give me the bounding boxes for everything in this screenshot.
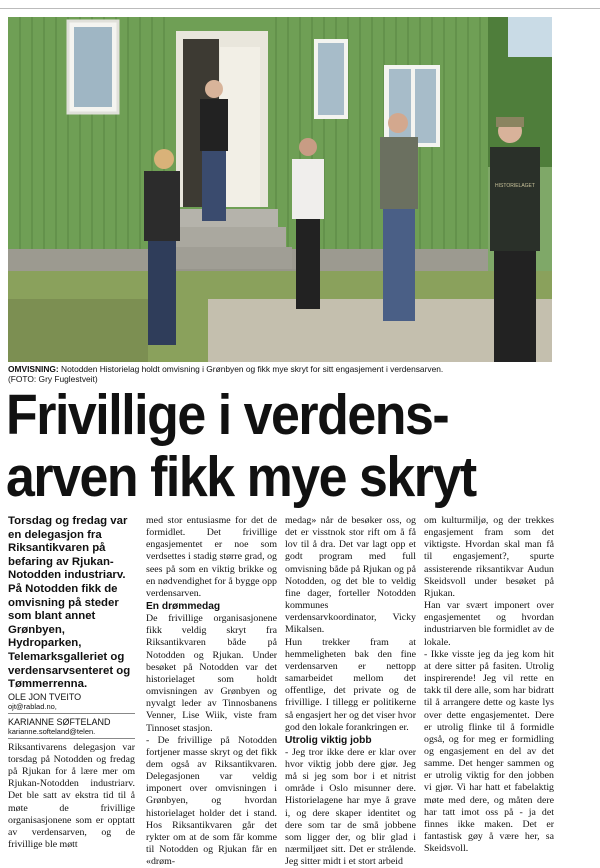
headline	[6, 384, 516, 508]
headline-line-2: arven fikk mye skryt	[6, 445, 476, 509]
body-paragraph: De frivillige organisasjonene fikk veldig skryt fra Riksantikvaren både på Notodden og Rjukan. Under besøket på Notodden var det historielaget som holdt omvisningen av Grønbyen og nyvalgt leder av Tinnosbanens Venner, Lise Wiik, viste fram Tinnoset stasjon.	[146, 613, 277, 734]
subheading-important-job: Utrolig viktig jobb	[285, 734, 372, 746]
author-1-name: OLE JON TVEITO	[8, 691, 82, 702]
body-paragraph: med stor entusiasme for det de formidlet. Det frivillige engasjementet er noe som verdsettes i stadig større grad, og sees på som en viktig brikke og en nødvendighet for å bygge opp verdensarven.	[146, 515, 277, 599]
author-2-name: KARIANNE SØFTELAND	[8, 716, 111, 727]
caption-label: OMVISNING:	[8, 364, 59, 374]
photo-illustration	[8, 17, 552, 362]
column-3	[285, 515, 416, 868]
body-paragraph: medag» når de besøker oss, og det er visstnok stor rift om å få lov til å dra. Det var lagt opp et godt program med full omvisning både på Rjukan og på Notodden, og det ble to veldig fine dager, forteller Notodden kommunes verdensarvkoordinator, Vicky Mikalsen.	[285, 515, 416, 636]
cap-text: HISTORIELAGET	[495, 183, 535, 189]
lead-paragraph: Torsdag og fredag var en delegasjon fra Riksantikvaren på befaring av Rjukan-Notodden industriarv. På Notodden fikk de omvisning på steder som blant annet Grønbyen, Hydroparken, Telemarksgalleriet og verdensarvsenteret og Tømmerrenna.	[8, 515, 131, 691]
news-photo	[8, 17, 552, 362]
caption-credit: (FOTO: Gry Fuglestveit)	[8, 374, 98, 385]
column-4	[424, 515, 554, 855]
top-rule	[0, 8, 600, 9]
byline-divider	[8, 713, 135, 714]
author-1-email[interactable]: ojt@rablad.no,	[8, 701, 57, 711]
subheading-dream-day: En drømmedag	[146, 601, 221, 613]
body-paragraph: Hun trekker fram at hemmeligheten bak den fine verdensarven er nettopp samarbeidet mellom det offentlige, det private og de frivillige. I tillegg er politikerne så engasjert her og det viser hvor god den lokale forankringen er.	[285, 636, 416, 733]
headline-line-1: Frivillige i verdens-	[6, 383, 449, 447]
byline-divider	[8, 738, 135, 739]
body-paragraph: - Ikke visste jeg da jeg kom hit at dere sitter på fasiten. Utrolig inspirerende! Jeg vil rette en takk til dere alle, som har bidratt til å arrangere dette og kaste lys over dette engasjementet. Dere er utrolig flinke til å formidle også, og for meg er formidling og engasjement en del av det samme. Det henger sammen og er utrolig viktig for den jobben vi gjør. Vi har hatt et fabelaktig møte med dere, og måten dere har tatt imot oss på - ja det finnes ikke maken. Det er fantastisk gøy å være her, sa Skeidsvoll.	[424, 648, 554, 855]
caption-text: Notodden Historielag holdt omvisning i Grønbyen og fikk mye skryt for sitt engasjement i verdensarven.	[58, 364, 444, 374]
photo-caption	[8, 364, 552, 385]
body-paragraph: Riksantivarens delegasjon var torsdag på Notodden og fredag på Rjukan for å lære mer om Rjukan-Notodden industriarv. Det ble satt av ekstra tid til å møte de frivillige organisasjonene som er opptatt av verdensarven, og de frivillige ble møtt	[8, 741, 135, 850]
column-2	[146, 515, 277, 868]
author-2-email[interactable]: karianne.softeland@telen.	[8, 726, 96, 736]
body-paragraph: - Jeg tror ikke dere er klar over hvor viktig jobb dere gjør. Jeg må si jeg som bor i et nitrist område i Oslo misunner dere. Historielagene har mye å grave i, og dere skaper identitet og dere som tar de små jobbene som ligger der, og blir glad i nærmiljøet sitt. Det er strålende. Jeg sitter midt i et stort arbeid	[285, 746, 416, 868]
body-paragraph: Han var svært imponert over engasjementet og hvordan industriarven ble formidlet av de lokale.	[424, 600, 554, 648]
column-1	[8, 515, 135, 851]
body-paragraph: om kulturmiljø, og der trekkes engasjement fram som det viktigste. Hvordan skal man få til engasjement?, spurte assisterende riksantikvar Audun Skeidsvoll under besøket på Rjukan.	[424, 515, 554, 599]
body-paragraph: - De frivillige på Notodden fortjener masse skryt og det fikk dem også av Riksantikvaren. Delegasjonen var veldig imponert over omvisningen i Grønbyen, og hvordan historielaget holder det i stand. Hos Riksantikvaren går det rykter om at de som får komme til Notodden og Rjukan får en «drøm-	[146, 734, 277, 868]
